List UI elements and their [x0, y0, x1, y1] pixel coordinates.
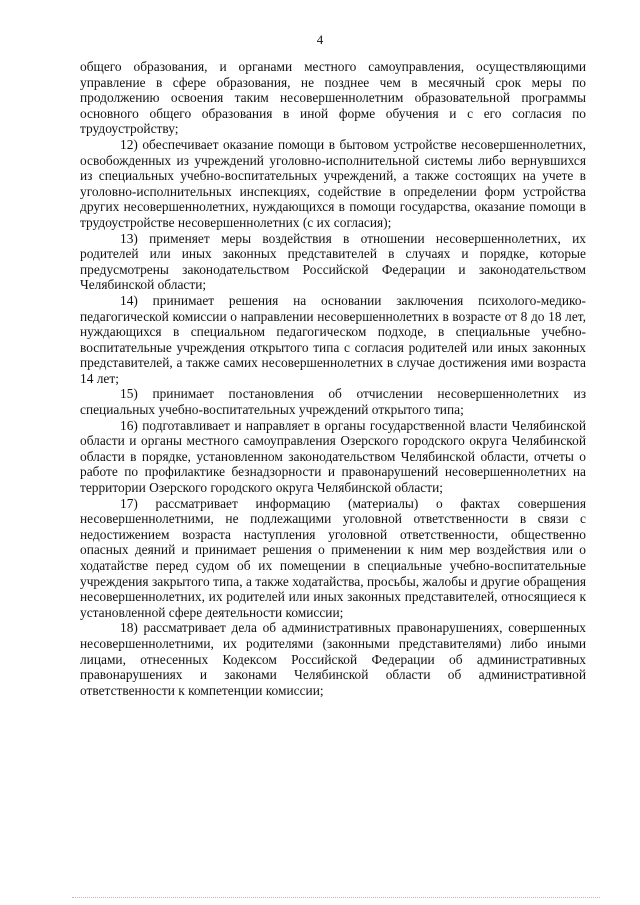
paragraph-item-17: 17) рассматривает информацию (материалы) о фактах совершения несовершеннолетними, не подлежащими уголовной ответственности в связи с недостижением возраста наступления уголовной ответственности, общественно опасных деяний и принимает решения о применении к ним мер воздействия или о ходатайстве перед судом об их помещении в специальные учебно-воспитательные учреждения закрытого типа, а также ходатайства, просьбы, жалобы и другие обращения несовершеннолетних, их родителей или иных законных представителей, относящиеся к установленной сфере деятельности комиссии; [80, 495, 586, 620]
paragraph-item-13: 13) применяет меры воздействия в отношении несовершеннолетних, их родителей или иных законных представителей в случаях и порядке, которые предусмотрены законодательством Российской Федерации и законодательством Челябинской области; [80, 230, 586, 293]
page-number: 4 [316, 32, 324, 47]
paragraph-item-14: 14) принимает решения на основании заключения психолого-медико-педагогической комиссии о направлении несовершеннолетних в возрасте от 8 до 18 лет, нуждающихся в специальном педагогическом подходе, в специальные учебно-воспитательные учреждения открытого типа с согласия родителей или иных законных представителей, а также самих несовершеннолетних в случае достижения ими возраста 14 лет; [80, 292, 586, 386]
document-body [80, 59, 586, 698]
paragraph-item-16: 16) подготавливает и направляет в органы государственной власти Челябинской области и органы местного самоуправления Озерского городского округа Челябинской области в порядке, установленном законодательством Челябинской области, отчеты о работе по профилактике безнадзорности и правонарушений несовершеннолетних на территории Озерского городского округа Челябинской области; [80, 417, 586, 496]
paragraph-continuation: общего образования, и органами местного самоуправления, осуществляющими управление в сфере образования, не позднее чем в месячный срок меры по продолжению освоения таким несовершеннолетним образовательной программы основного общего образования в иной форме обучения и с его согласия по трудоустройству; [80, 59, 586, 137]
paragraph-item-18: 18) рассматривает дела об административных правонарушениях, совершенных несовершеннолетними, их родителями (законными представителями) либо иными лицами, отнесенных Кодексом Российской Федерации об административных правонарушениях и законами Челябинской области об административной ответственности к компетенции комиссии; [80, 620, 586, 698]
paragraph-item-15: 15) принимает постановления об отчислении несовершеннолетних из специальных учебно-воспитательных учреждений открытого типа; [80, 386, 586, 418]
paragraph-item-12: 12) обеспечивает оказание помощи в бытовом устройстве несовершеннолетних, освобожденных из учреждений уголовно-исполнительной системы либо вернувшихся из специальных учебно-воспитательных учреждений, а также состоящих на учете в уголовно-исполнительных инспекциях, содействие в определении форм устройства других несовершеннолетних, нуждающихся в помощи государства, оказание помощи в трудоустройстве несовершеннолетних (с их согласия); [80, 136, 586, 230]
scan-edge-divider [72, 897, 600, 898]
